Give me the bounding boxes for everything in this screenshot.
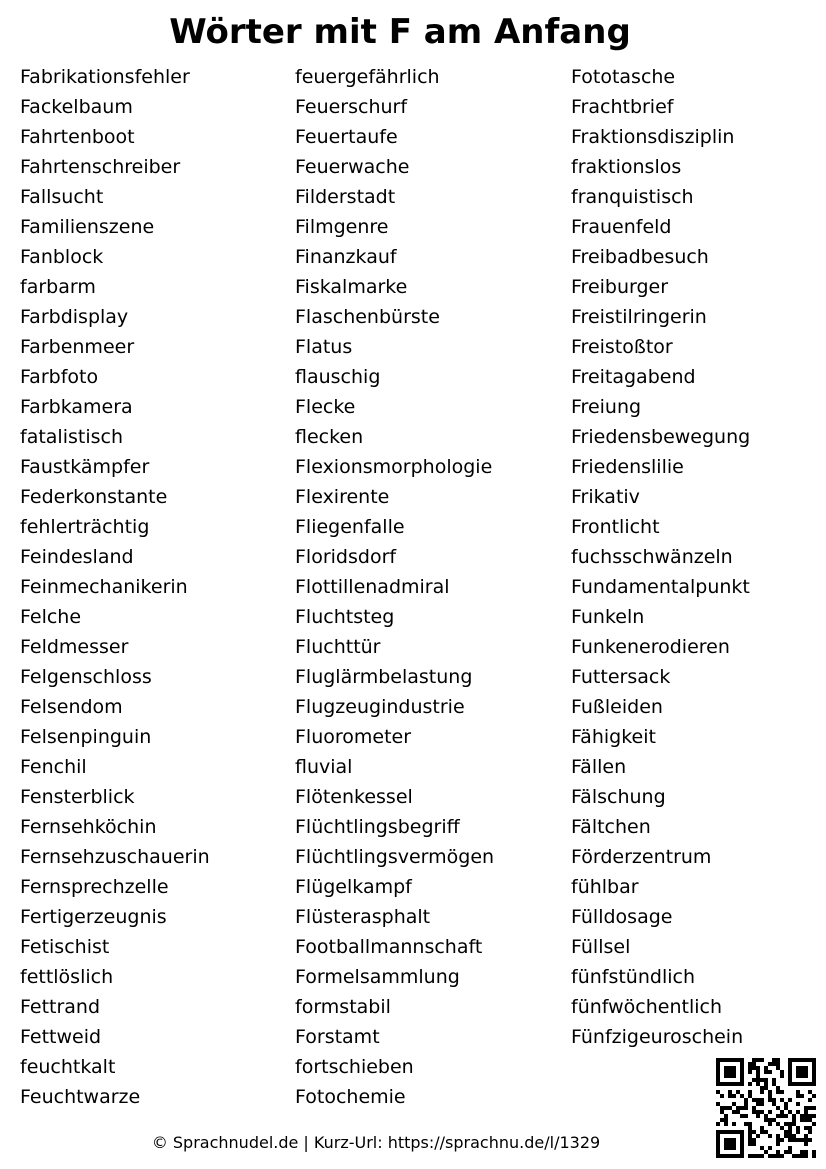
word-item: fehlerträchtig: [20, 516, 150, 538]
word-item: Fällen: [571, 756, 627, 778]
word-item: Flugzeugindustrie: [295, 696, 465, 718]
word-item: Flüchtlingsvermögen: [295, 846, 495, 868]
word-item: Förderzentrum: [571, 846, 712, 868]
word-item: Fertigerzeugnis: [20, 906, 167, 928]
word-item: Fluorometer: [295, 726, 412, 748]
word-item: feuergefährlich: [295, 66, 440, 88]
word-item: Farbkamera: [20, 396, 133, 418]
word-item: Fünfzigeuroschein: [571, 1026, 744, 1048]
word-item: Felgenschloss: [20, 666, 152, 688]
word-item: fettlöslich: [20, 966, 114, 988]
word-item: fluvial: [295, 756, 353, 778]
word-item: Floridsdorf: [295, 546, 397, 568]
word-item: Flecke: [295, 396, 356, 418]
word-item: Fallsucht: [20, 186, 104, 208]
word-item: Felsendom: [20, 696, 123, 718]
word-item: Felche: [20, 606, 82, 628]
word-item: flauschig: [295, 366, 381, 388]
word-item: Fliegenfalle: [295, 516, 405, 538]
word-item: feuchtkalt: [20, 1056, 116, 1078]
word-item: Flüsterasphalt: [295, 906, 431, 928]
word-item: Frikativ: [571, 486, 640, 508]
word-item: Fähigkeit: [571, 726, 656, 748]
word-item: Federkonstante: [20, 486, 168, 508]
word-item: Fernsehköchin: [20, 816, 157, 838]
word-item: Füllsel: [571, 936, 631, 958]
word-item: Feindesland: [20, 546, 134, 568]
word-item: Flexionsmorphologie: [295, 456, 493, 478]
word-item: Flaschenbürste: [295, 306, 440, 328]
word-item: Fenchil: [20, 756, 87, 778]
word-item: Filmgenre: [295, 216, 389, 238]
word-item: Fußleiden: [571, 696, 663, 718]
word-item: Finanzkauf: [295, 246, 397, 268]
word-item: fühlbar: [571, 876, 639, 898]
word-item: fünfstündlich: [571, 966, 696, 988]
word-item: Freiung: [571, 396, 642, 418]
word-item: Fälschung: [571, 786, 666, 808]
word-item: Freistilringerin: [571, 306, 707, 328]
word-item: Fraktionsdisziplin: [571, 126, 735, 148]
word-item: Feuchtwarze: [20, 1086, 141, 1108]
word-item: Feuertaufe: [295, 126, 398, 148]
word-item: Fettrand: [20, 996, 101, 1018]
word-item: Freibadbesuch: [571, 246, 709, 268]
word-item: fortschieben: [295, 1056, 414, 1078]
word-item: Feinmechanikerin: [20, 576, 188, 598]
word-item: Felsenpinguin: [20, 726, 152, 748]
word-item: Fältchen: [571, 816, 651, 838]
word-item: Frachtbrief: [571, 96, 674, 118]
word-item: fatalistisch: [20, 426, 123, 448]
word-item: Footballmannschaft: [295, 936, 483, 958]
word-item: Frauenfeld: [571, 216, 672, 238]
word-item: Funkeln: [571, 606, 645, 628]
word-item: Fiskalmarke: [295, 276, 408, 298]
word-item: Fernsehzuschauerin: [20, 846, 210, 868]
word-item: Flatus: [295, 336, 353, 358]
word-item: Fensterblick: [20, 786, 135, 808]
word-item: flecken: [295, 426, 364, 448]
word-column-3: [571, 62, 750, 1052]
word-item: Formelsammlung: [295, 966, 460, 988]
word-item: Farbfoto: [20, 366, 99, 388]
word-item: Fluchtsteg: [295, 606, 395, 628]
word-item: Flottillenadmiral: [295, 576, 450, 598]
footer-credit: © Sprachnudel.de | Kurz-Url: https://sprachnu.de/l/1329: [151, 1133, 601, 1152]
word-item: Fahrtenboot: [20, 126, 135, 148]
page-title: Wörter mit F am Anfang: [169, 12, 631, 52]
word-item: Freiburger: [571, 276, 669, 298]
word-item: Filderstadt: [295, 186, 396, 208]
word-item: Flügelkampf: [295, 876, 412, 898]
word-item: Fanblock: [20, 246, 104, 268]
word-item: Fotochemie: [295, 1086, 406, 1108]
word-item: Friedensbewegung: [571, 426, 751, 448]
word-item: Fetischist: [20, 936, 110, 958]
word-item: Fluglärmbelastung: [295, 666, 473, 688]
word-item: Faustkämpfer: [20, 456, 150, 478]
word-item: Freistoßtor: [571, 336, 673, 358]
word-item: Feuerwache: [295, 156, 410, 178]
word-item: Fabrikationsfehler: [20, 66, 190, 88]
word-item: Fettweid: [20, 1026, 102, 1048]
word-item: fuchsschwänzeln: [571, 546, 733, 568]
word-item: Forstamt: [295, 1026, 380, 1048]
word-item: Friedenslilie: [571, 456, 684, 478]
word-item: Fluchttür: [295, 636, 381, 658]
word-item: Feldmesser: [20, 636, 129, 658]
word-item: Freitagabend: [571, 366, 696, 388]
word-item: Farbenmeer: [20, 336, 135, 358]
word-column-2: [295, 62, 494, 1112]
word-item: formstabil: [295, 996, 391, 1018]
word-item: Flexirente: [295, 486, 390, 508]
word-item: Fernsprechzelle: [20, 876, 169, 898]
word-item: franquistisch: [571, 186, 694, 208]
word-item: Flüchtlingsbegriff: [295, 816, 460, 838]
word-column-1: [20, 62, 210, 1112]
word-item: Funkenerodieren: [571, 636, 730, 658]
word-item: Flötenkessel: [295, 786, 413, 808]
word-item: farbarm: [20, 276, 96, 298]
word-item: Fundamentalpunkt: [571, 576, 750, 598]
word-item: fraktionslos: [571, 156, 682, 178]
word-item: Fackelbaum: [20, 96, 133, 118]
word-item: Fahrtenschreiber: [20, 156, 181, 178]
word-item: Fülldosage: [571, 906, 673, 928]
word-item: Feuerschurf: [295, 96, 408, 118]
word-item: Frontlicht: [571, 516, 660, 538]
word-item: Familienszene: [20, 216, 155, 238]
word-item: Farbdisplay: [20, 306, 129, 328]
word-item: Futtersack: [571, 666, 671, 688]
word-item: fünfwöchentlich: [571, 996, 723, 1018]
word-item: Fototasche: [571, 66, 676, 88]
